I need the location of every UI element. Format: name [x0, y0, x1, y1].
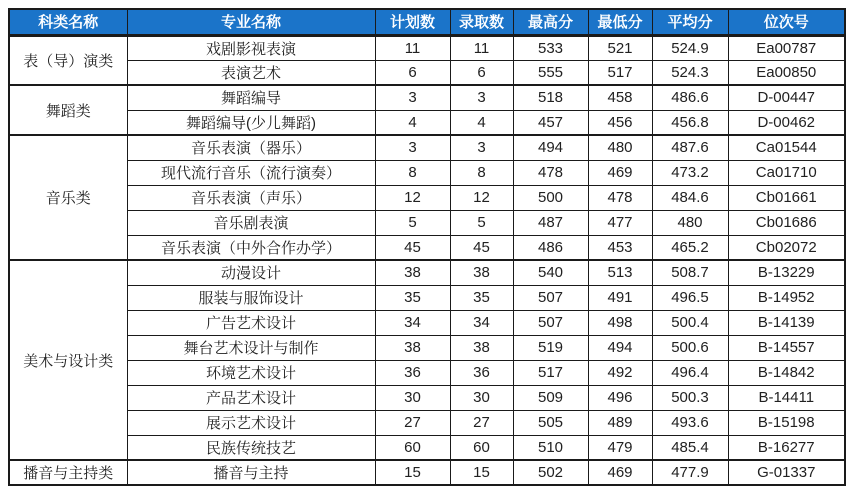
- table-row: [9, 185, 845, 210]
- table-row: [9, 310, 845, 335]
- rank-number-cell: Ca01710: [728, 160, 845, 185]
- avg-score-cell: 456.8: [652, 110, 728, 135]
- plan-count-cell: 4: [375, 110, 450, 135]
- major-name-cell: 服装与服饰设计: [127, 285, 375, 310]
- max-score-cell: 486: [513, 235, 588, 260]
- admitted-count-cell: 12: [450, 185, 513, 210]
- avg-score-cell: 487.6: [652, 135, 728, 160]
- column-header-max-score: 最高分: [513, 9, 588, 35]
- plan-count-cell: 3: [375, 135, 450, 160]
- admitted-count-cell: 6: [450, 60, 513, 85]
- major-name-cell: 展示艺术设计: [127, 410, 375, 435]
- min-score-cell: 513: [588, 260, 652, 285]
- plan-count-cell: 27: [375, 410, 450, 435]
- category-cell: 播音与主持类: [9, 460, 127, 485]
- max-score-cell: 478: [513, 160, 588, 185]
- min-score-cell: 480: [588, 135, 652, 160]
- avg-score-cell: 496.5: [652, 285, 728, 310]
- table-row: [9, 260, 845, 285]
- category-cell: 舞蹈类: [9, 85, 127, 135]
- major-name-cell: 戏剧影视表演: [127, 35, 375, 60]
- max-score-cell: 500: [513, 185, 588, 210]
- table-row: [9, 385, 845, 410]
- max-score-cell: 555: [513, 60, 588, 85]
- rank-number-cell: B-16277: [728, 435, 845, 460]
- plan-count-cell: 60: [375, 435, 450, 460]
- min-score-cell: 458: [588, 85, 652, 110]
- avg-score-cell: 477.9: [652, 460, 728, 485]
- category-cell: 表（导）演类: [9, 35, 127, 85]
- admitted-count-cell: 30: [450, 385, 513, 410]
- max-score-cell: 519: [513, 335, 588, 360]
- plan-count-cell: 5: [375, 210, 450, 235]
- major-name-cell: 产品艺术设计: [127, 385, 375, 410]
- column-header-category: 科类名称: [9, 9, 127, 35]
- rank-number-cell: B-13229: [728, 260, 845, 285]
- avg-score-cell: 465.2: [652, 235, 728, 260]
- table-row: [9, 110, 845, 135]
- rank-number-cell: Cb01661: [728, 185, 845, 210]
- avg-score-cell: 508.7: [652, 260, 728, 285]
- max-score-cell: 509: [513, 385, 588, 410]
- max-score-cell: 457: [513, 110, 588, 135]
- major-name-cell: 动漫设计: [127, 260, 375, 285]
- table-row: [9, 60, 845, 85]
- category-cell: 美术与设计类: [9, 260, 127, 460]
- plan-count-cell: 38: [375, 260, 450, 285]
- admitted-count-cell: 27: [450, 410, 513, 435]
- admitted-count-cell: 5: [450, 210, 513, 235]
- major-name-cell: 广告艺术设计: [127, 310, 375, 335]
- column-header-avg-score: 平均分: [652, 9, 728, 35]
- avg-score-cell: 500.4: [652, 310, 728, 335]
- plan-count-cell: 30: [375, 385, 450, 410]
- avg-score-cell: 524.9: [652, 35, 728, 60]
- table-row: [9, 35, 845, 60]
- rank-number-cell: G-01337: [728, 460, 845, 485]
- avg-score-cell: 485.4: [652, 435, 728, 460]
- column-header-plan-count: 计划数: [375, 9, 450, 35]
- admitted-count-cell: 4: [450, 110, 513, 135]
- min-score-cell: 494: [588, 335, 652, 360]
- table-row: [9, 335, 845, 360]
- plan-count-cell: 6: [375, 60, 450, 85]
- max-score-cell: 540: [513, 260, 588, 285]
- admitted-count-cell: 11: [450, 35, 513, 60]
- plan-count-cell: 45: [375, 235, 450, 260]
- rank-number-cell: D-00447: [728, 85, 845, 110]
- plan-count-cell: 15: [375, 460, 450, 485]
- rank-number-cell: Ca01544: [728, 135, 845, 160]
- rank-number-cell: B-14557: [728, 335, 845, 360]
- max-score-cell: 510: [513, 435, 588, 460]
- max-score-cell: 487: [513, 210, 588, 235]
- max-score-cell: 533: [513, 35, 588, 60]
- rank-number-cell: B-15198: [728, 410, 845, 435]
- plan-count-cell: 34: [375, 310, 450, 335]
- table-row: [9, 210, 845, 235]
- table-row: [9, 435, 845, 460]
- min-score-cell: 496: [588, 385, 652, 410]
- admitted-count-cell: 8: [450, 160, 513, 185]
- max-score-cell: 507: [513, 310, 588, 335]
- min-score-cell: 517: [588, 60, 652, 85]
- plan-count-cell: 35: [375, 285, 450, 310]
- admitted-count-cell: 38: [450, 260, 513, 285]
- min-score-cell: 491: [588, 285, 652, 310]
- admitted-count-cell: 38: [450, 335, 513, 360]
- min-score-cell: 453: [588, 235, 652, 260]
- max-score-cell: 507: [513, 285, 588, 310]
- rank-number-cell: B-14952: [728, 285, 845, 310]
- major-name-cell: 音乐表演（声乐）: [127, 185, 375, 210]
- max-score-cell: 518: [513, 85, 588, 110]
- admitted-count-cell: 60: [450, 435, 513, 460]
- admitted-count-cell: 34: [450, 310, 513, 335]
- rank-number-cell: D-00462: [728, 110, 845, 135]
- avg-score-cell: 500.6: [652, 335, 728, 360]
- min-score-cell: 498: [588, 310, 652, 335]
- max-score-cell: 494: [513, 135, 588, 160]
- avg-score-cell: 496.4: [652, 360, 728, 385]
- major-name-cell: 环境艺术设计: [127, 360, 375, 385]
- max-score-cell: 505: [513, 410, 588, 435]
- major-name-cell: 舞蹈编导(少儿舞蹈): [127, 110, 375, 135]
- admitted-count-cell: 15: [450, 460, 513, 485]
- min-score-cell: 456: [588, 110, 652, 135]
- table-row: [9, 160, 845, 185]
- table-row: [9, 285, 845, 310]
- avg-score-cell: 484.6: [652, 185, 728, 210]
- plan-count-cell: 38: [375, 335, 450, 360]
- table-row: [9, 135, 845, 160]
- min-score-cell: 469: [588, 160, 652, 185]
- min-score-cell: 492: [588, 360, 652, 385]
- header-row: [9, 9, 845, 35]
- admitted-count-cell: 3: [450, 135, 513, 160]
- table-row: [9, 360, 845, 385]
- avg-score-cell: 493.6: [652, 410, 728, 435]
- major-name-cell: 舞蹈编导: [127, 85, 375, 110]
- major-name-cell: 音乐表演（中外合作办学）: [127, 235, 375, 260]
- max-score-cell: 502: [513, 460, 588, 485]
- category-cell: 音乐类: [9, 135, 127, 260]
- table-row: [9, 460, 845, 485]
- avg-score-cell: 524.3: [652, 60, 728, 85]
- max-score-cell: 517: [513, 360, 588, 385]
- avg-score-cell: 486.6: [652, 85, 728, 110]
- rank-number-cell: B-14139: [728, 310, 845, 335]
- avg-score-cell: 500.3: [652, 385, 728, 410]
- min-score-cell: 479: [588, 435, 652, 460]
- major-name-cell: 音乐剧表演: [127, 210, 375, 235]
- rank-number-cell: B-14842: [728, 360, 845, 385]
- admitted-count-cell: 36: [450, 360, 513, 385]
- admitted-count-cell: 35: [450, 285, 513, 310]
- avg-score-cell: 480: [652, 210, 728, 235]
- plan-count-cell: 11: [375, 35, 450, 60]
- admission-scores-table: [8, 8, 846, 486]
- rank-number-cell: Cb01686: [728, 210, 845, 235]
- table-row: [9, 410, 845, 435]
- avg-score-cell: 473.2: [652, 160, 728, 185]
- rank-number-cell: Ea00850: [728, 60, 845, 85]
- min-score-cell: 469: [588, 460, 652, 485]
- major-name-cell: 舞台艺术设计与制作: [127, 335, 375, 360]
- plan-count-cell: 36: [375, 360, 450, 385]
- column-header-min-score: 最低分: [588, 9, 652, 35]
- major-name-cell: 播音与主持: [127, 460, 375, 485]
- major-name-cell: 表演艺术: [127, 60, 375, 85]
- min-score-cell: 478: [588, 185, 652, 210]
- column-header-rank-number: 位次号: [728, 9, 845, 35]
- major-name-cell: 现代流行音乐（流行演奏）: [127, 160, 375, 185]
- rank-number-cell: B-14411: [728, 385, 845, 410]
- column-header-major: 专业名称: [127, 9, 375, 35]
- admitted-count-cell: 45: [450, 235, 513, 260]
- min-score-cell: 477: [588, 210, 652, 235]
- min-score-cell: 521: [588, 35, 652, 60]
- admitted-count-cell: 3: [450, 85, 513, 110]
- table-row: [9, 85, 845, 110]
- table-header: [9, 9, 845, 35]
- major-name-cell: 音乐表演（器乐）: [127, 135, 375, 160]
- major-name-cell: 民族传统技艺: [127, 435, 375, 460]
- column-header-admitted-count: 录取数: [450, 9, 513, 35]
- table-row: [9, 235, 845, 260]
- plan-count-cell: 8: [375, 160, 450, 185]
- rank-number-cell: Cb02072: [728, 235, 845, 260]
- min-score-cell: 489: [588, 410, 652, 435]
- plan-count-cell: 12: [375, 185, 450, 210]
- plan-count-cell: 3: [375, 85, 450, 110]
- table-body: [9, 35, 845, 485]
- rank-number-cell: Ea00787: [728, 35, 845, 60]
